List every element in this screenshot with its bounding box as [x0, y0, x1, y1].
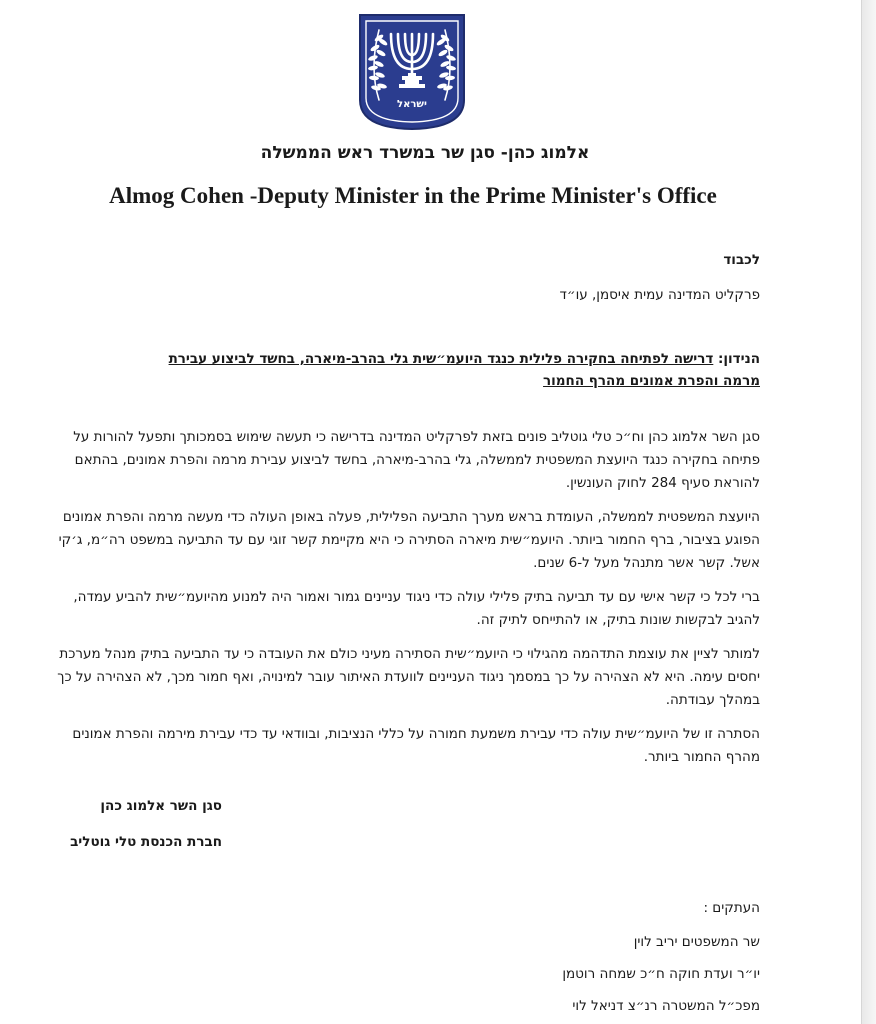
body-paragraph: למותר לציין את עוצמת התדהמה מהגילוי כי היועמ״שית הסתירה מעיני כולם את העובדה כי עד התביעה בתיק מנהל מערכת יחסים עימה. היא לא הצהירה על כך במסמך ניגוד העניינים לוועדת האיתור עובר למינויה, ואף חמור מכך, לא הצהירה על כך במהלך עבודתה.	[57, 646, 760, 708]
body-paragraph: היועצת המשפטית לממשלה, העומדת בראש מערך התביעה הפלילית, פעלה באופן העולה כדי מעשה מרמה והפרת אמונים הפוגע בציבור, ברף החמור ביותר. היועמ״שית מיארה הסתירה כי היא מקיימת קשר זוגי עם עד התביעה במשפט רה״מ, ג׳קי אשל. קשר אשר מתנהל מעל ל-6 שנים.	[58, 509, 760, 571]
copy-recipient: יו״ר ועדת חוקה ח״כ שמחה רוטמן	[562, 966, 760, 982]
body-paragraph: סגן השר אלמוג כהן וח״כ טלי גוטליב פונים בזאת לפרקליט המדינה בדרישה כי תעשה שימוש בסמכותך ותפעל להורות על פתיחה בחקירה כנגד היועצת המשפטית לממשלה, גלי בהרב-מיארה, בחשד לביצוע עבירת מרמה והפרת אמונים, בהתאם להוראת סעיף 284 לחוק העונשין.	[73, 429, 760, 491]
minister-title-hebrew: אלמוג כהן- סגן שר במשרד ראש הממשלה	[260, 143, 590, 163]
letter-body	[52, 426, 760, 780]
subject-text-line2: מרמה והפרת אמונים מהרף החמור	[543, 373, 760, 389]
subject-line	[60, 348, 760, 392]
copy-recipient: שר המשפטים יריב לוין	[633, 934, 760, 950]
signature-knesset-member: חברת הכנסת טלי גוטליב	[70, 834, 222, 850]
copies-label: העתקים :	[703, 900, 760, 916]
body-paragraph: ברי לכל כי קשר אישי עם עד תביעה בתיק פלילי עולה כדי ניגוד עניינים גמור ואמור היה למנוע מהיועמ״שית להביע עמדה, להגיב לבקשות שונות בתיק, או להתייחס לתיק זה.	[73, 589, 760, 628]
subject-text-line1: דרישה לפתיחה בחקירה פלילית כנגד היועמ״שית גלי בהרב-מיארה, בחשד לביצוע עבירת	[168, 351, 714, 367]
minister-title-english: Almog Cohen -Deputy Minister in the Prime Minister's Office	[109, 183, 717, 208]
body-paragraph: הסתרה זו של היועמ״שית עולה כדי עבירת משמעת חמורה על כללי הנציבות, ובוודאי עד כדי עבירת מירמה והפרת אמונים מהרף החמור ביותר.	[72, 726, 760, 765]
addressee-label: לכבוד	[723, 252, 760, 268]
state-emblem-icon	[357, 12, 467, 131]
addressee-name: פרקליט המדינה עמית איסמן, עו״ד	[559, 287, 760, 303]
signature-deputy-minister: סגן השר אלמוג כהן	[100, 798, 222, 814]
svg-text:ישראל: ישראל	[397, 99, 427, 110]
subject-prefix: הנידון:	[718, 351, 760, 367]
copy-recipient: מפכ״ל המשטרה רנ״צ דניאל לוי	[572, 998, 760, 1014]
page-edge	[861, 0, 876, 1024]
